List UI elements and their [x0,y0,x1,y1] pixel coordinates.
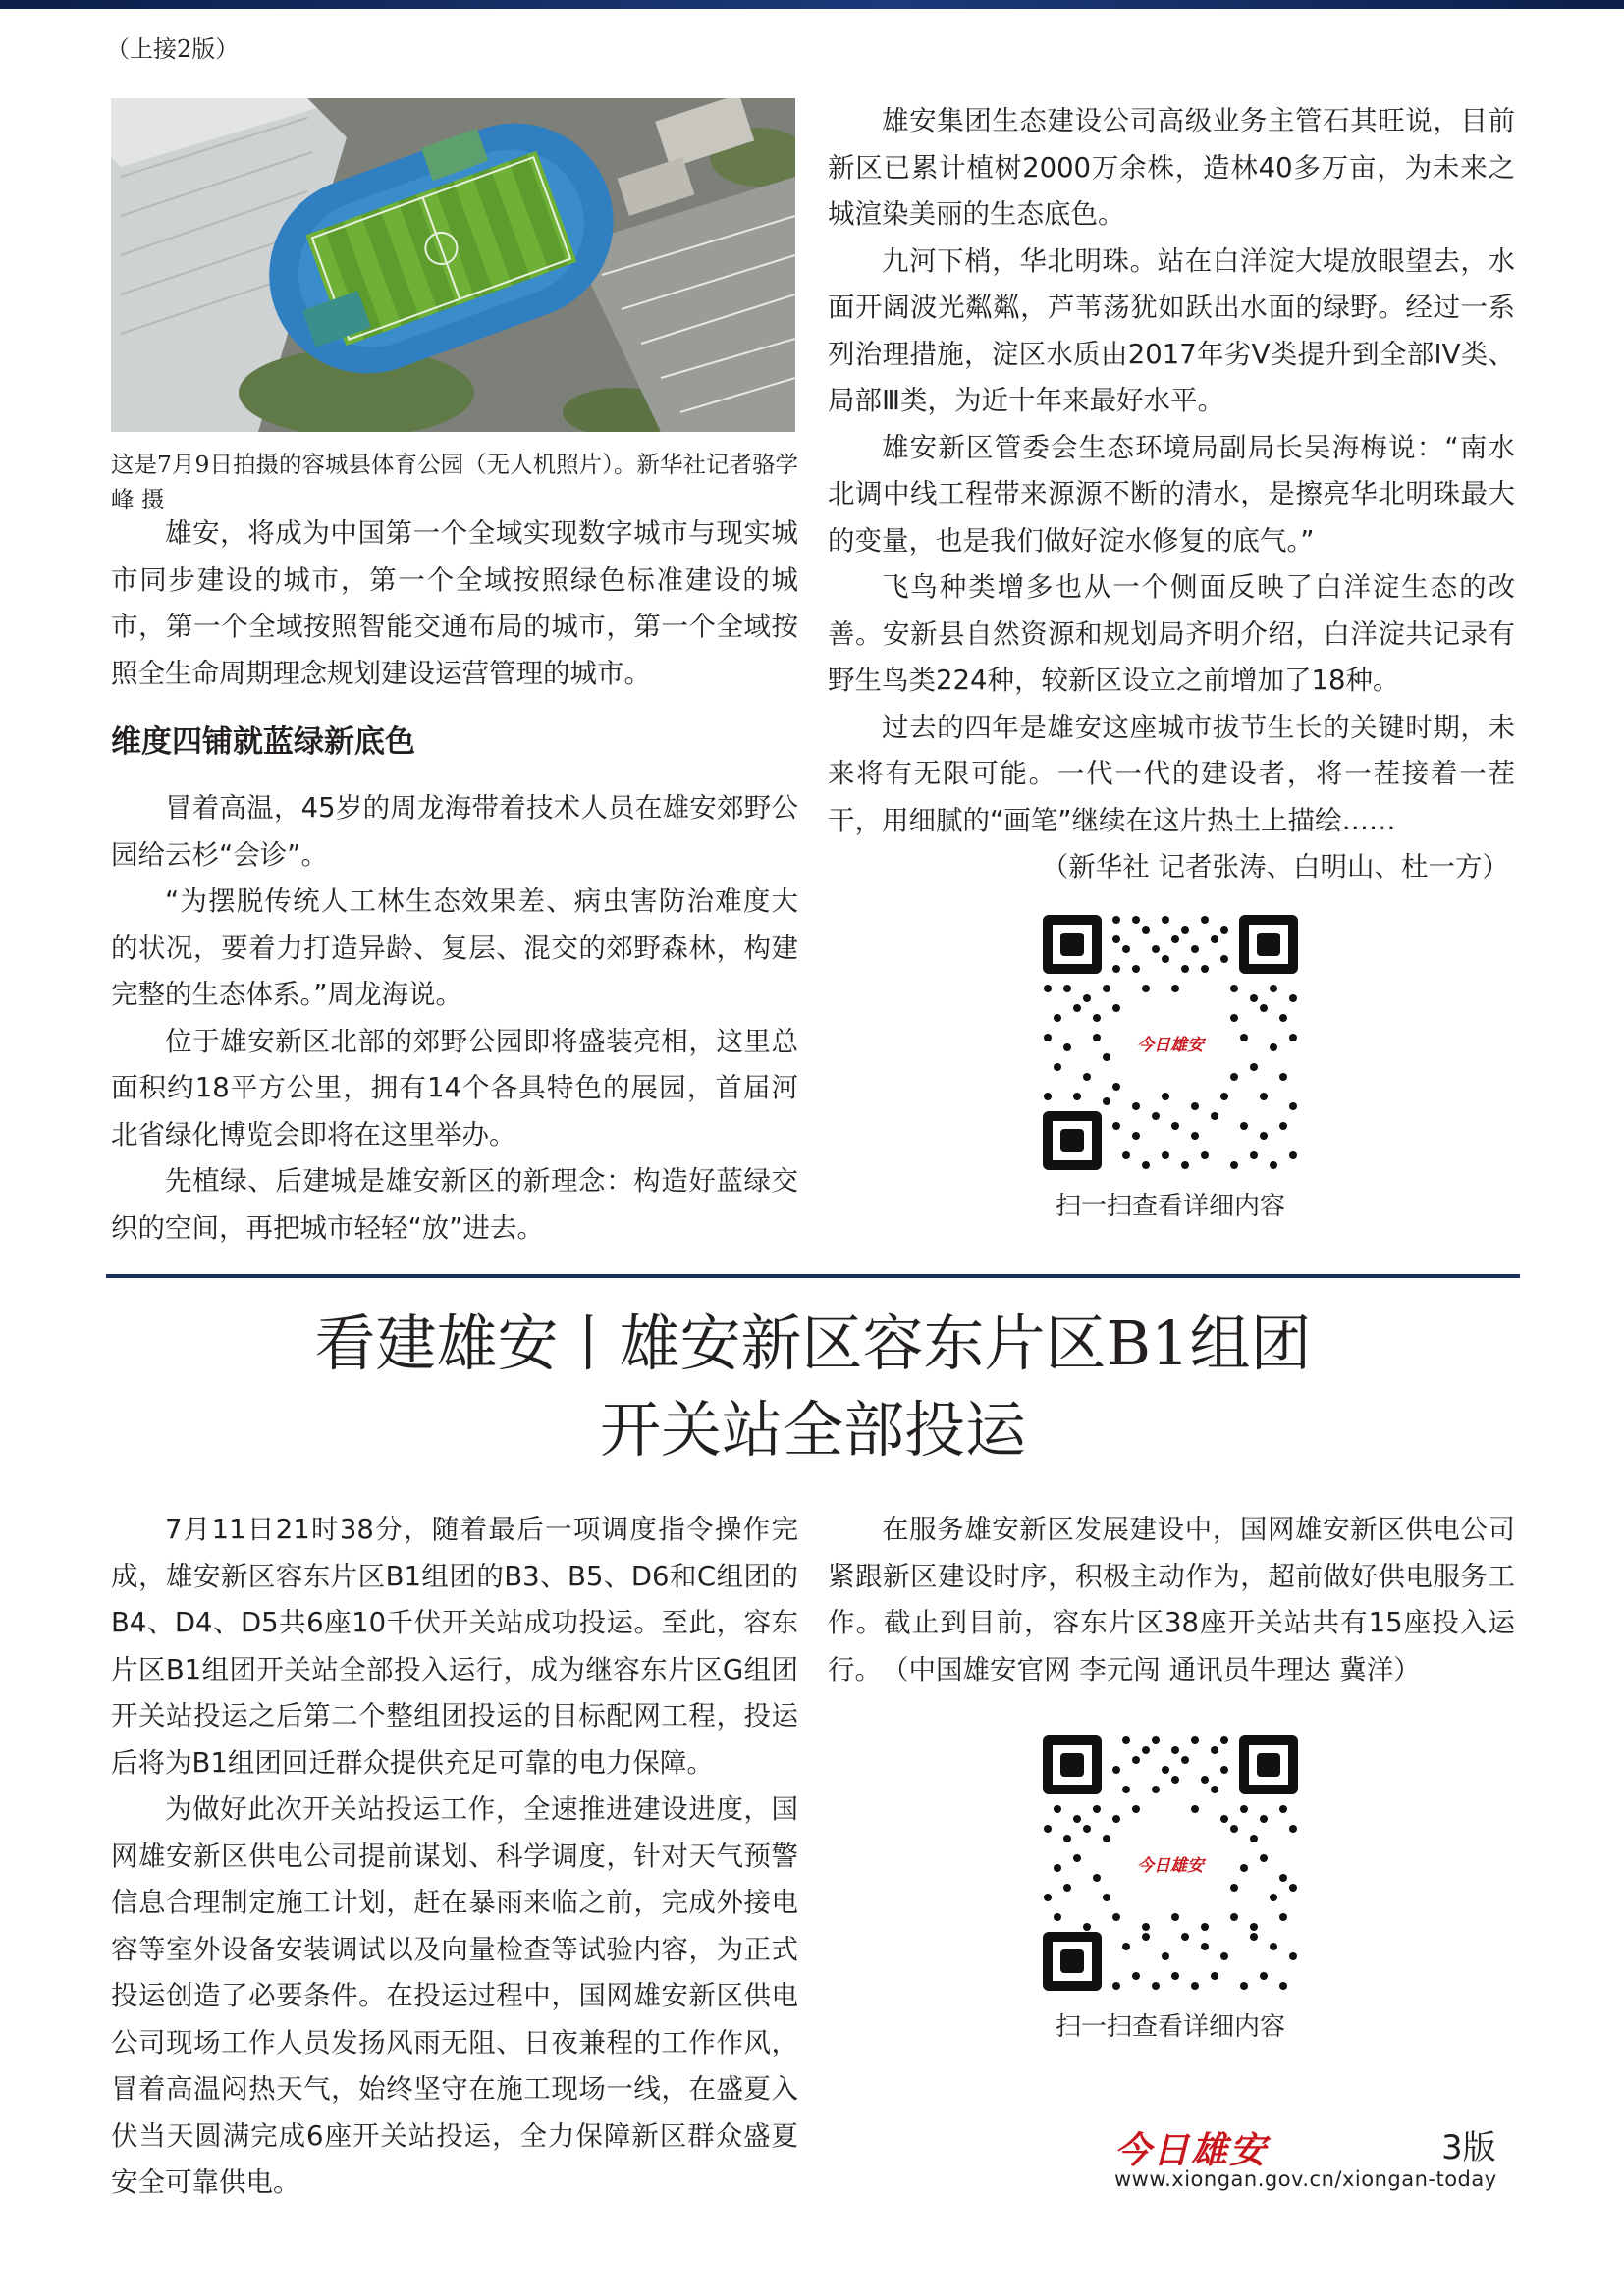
paragraph: 飞鸟种类增多也从一个侧面反映了白洋淀生态的改善。安新县自然资源和规划局齐明介绍，白洋淀共记录有野生鸟类224种，较新区设立之前增加了18种。 [828,571,1515,696]
paragraph: 在服务雄安新区发展建设中，国网雄安新区供电公司紧跟新区建设时序，积极主动作为，超前做好供电服务工作。截止到目前，容东片区38座开关站共有15座投入运行。 （中国雄安官网 李元闯 通讯员牛理达 冀洋） [828,1514,1515,1685]
qr-caption: 扫一扫查看详细内容 [1055,2012,1285,2042]
article-headline [106,1301,1520,1473]
paragraph: 雄安新区管委会生态环境局副局长吴海梅说：“南水北调中线工程带来源源不断的清水，是擦亮华北明珠最大的变量，也是我们做好淀水修复的底气。” [828,431,1515,557]
stadium-photo [111,98,795,432]
paragraph: 过去的四年是雄安这座城市拔节生长的关键时期，未来将有无限可能。一代一代的建设者，将一茬接着一茬干，用细腻的“画笔”继续在这片热土上描绘…… [828,711,1515,836]
stadium-photo-graphic [111,98,795,432]
article1-column-1 [111,510,798,1252]
paragraph: 雄安，将成为中国第一个全域实现数字城市与现实城市同步建设的城市，第一个全域按照绿色标准建设的城市，第一个全域按照智能交通布局的城市，第一个全域按照全生命周期理念规划建设运营管理的城市。 [111,517,798,689]
paragraph: 先植绿、后建城是雄安新区的新理念：构造好蓝绿交织的空间，再把城市轻轻“放”进去。 [111,1165,798,1244]
qr-logo-text: 今日雄安 [1137,1855,1204,1876]
qr-logo [1121,1814,1219,1912]
article1-column-2 [828,98,1515,891]
paragraph: 为做好此次开关站投运工作，全速推进建设进度，国网雄安新区供电公司提前谋划、科学调度，针对天气预警信息合理制定施工计划，赶在暴雨来临之前，完成外接电容等室外设备安装调试以及向量检查等试验内容，为正式投运创造了必要条件。在投运过程中，国网雄安新区供电公司现场工作人员发扬风雨无阻、日夜兼程的工作作风，冒着高温闷热天气，始终坚守在施工现场一线，在盛夏入伏当天圆满完成6座开关站投运，全力保障新区群众盛夏安全可靠供电。 [111,1793,798,2198]
byline: （新华社 记者张涛、白明山、杜一方） [1041,851,1509,882]
footer-url[interactable]: www.xiongan.gov.cn/xiongan-today [1114,2167,1497,2191]
qr-logo-text: 今日雄安 [1137,1035,1204,1055]
photo-caption: 这是7月9日拍摄的容城县体育公园（无人机照片）。新华社记者骆学峰 摄 [111,451,798,513]
qr-code-block [1043,915,1298,1222]
article2-column-2 [828,1507,1515,1693]
headline-line-1: 看建雄安丨雄安新区容东片区B1组团 [314,1308,1312,1379]
section-subheading: 维度四铺就蓝绿新底色 [111,724,415,760]
paragraph: 冒着高温，45岁的周龙海带着技术人员在雄安郊野公园给云杉“会诊”。 [111,792,798,871]
headline-line-2: 开关站全部投运 [599,1394,1026,1466]
qr-caption: 扫一扫查看详细内容 [1055,1192,1285,1221]
qr-code[interactable] [1043,915,1298,1170]
qr-code-block [1043,1735,1298,2043]
qr-logo [1121,993,1219,1092]
continued-note: （上接2版） [106,35,240,63]
paragraph: “为摆脱传统人工林生态效果差、病虫害防治难度大的状况，要着力打造异龄、复层、混交的郊野森林，构建完整的生态体系。”周龙海说。 [111,885,798,1010]
paragraph: 雄安集团生态建设公司高级业务主管石其旺说，目前新区已累计植树2000万余株，造林40多万亩，为未来之城渲染美丽的生态底色。 [828,105,1515,230]
qr-code[interactable] [1043,1735,1298,1991]
top-bar [0,0,1624,9]
paragraph: 7月11日21时38分，随着最后一项调度指令操作完成，雄安新区容东片区B1组团的B3、B5、D6和C组团的B4、D4、D5共6座10千伏开关站成功投运。至此，容东片区B1组团开关站全部投入运行，成为继容东片区G组团开关站投运之后第二个整组团投运的目标配网工程，投运后将为B1组团回迁群众提供充足可靠的电力保障。 [111,1514,798,1779]
paragraph: 位于雄安新区北部的郊野公园即将盛装亮相，这里总面积约18平方公里，拥有14个各具特色的展园，首届河北省绿化博览会即将在这里举办。 [111,1025,798,1150]
paragraph: 九河下梢，华北明珠。站在白洋淀大堤放眼望去，水面开阔波光粼粼，芦苇荡犹如跃出水面的绿野。经过一系列治理措施，淀区水质由2017年劣V类提升到全部IV类、局部Ⅲ类，为近十年来最好水平。 [828,244,1515,416]
section-divider [106,1274,1520,1278]
footer-brand-logo: 今日雄安 [1114,2128,1268,2171]
article2-column-1 [111,1507,798,2207]
page-number: 3版 [1441,2128,1496,2167]
